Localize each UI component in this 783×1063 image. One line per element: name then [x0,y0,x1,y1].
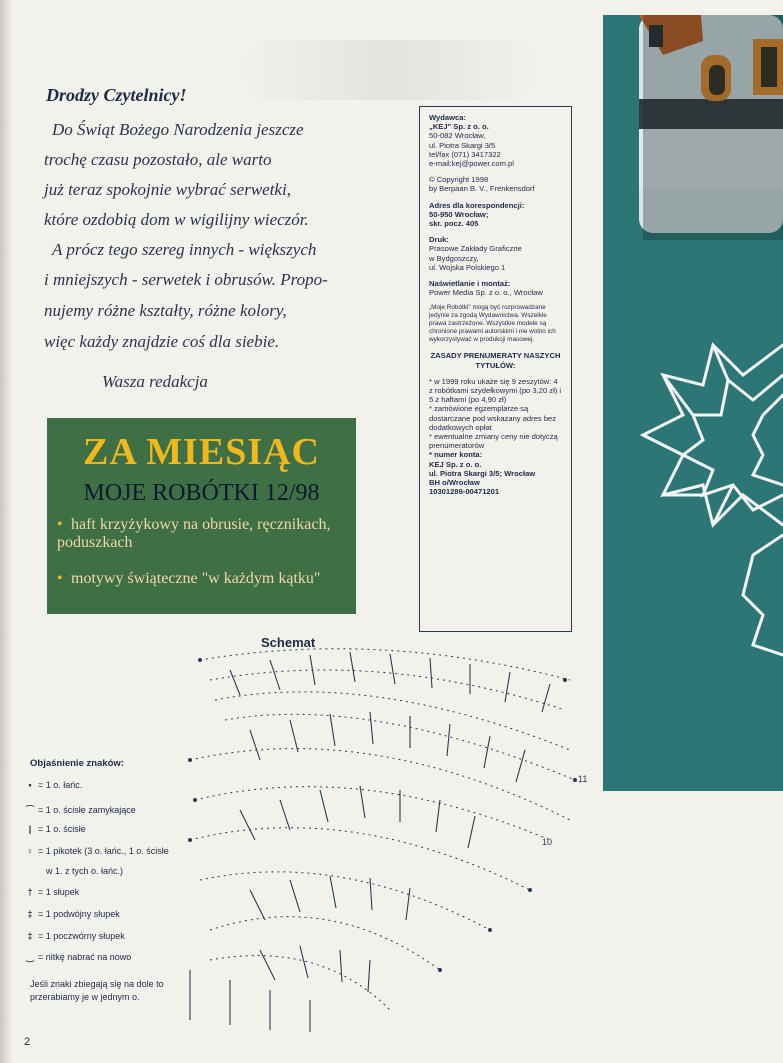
greeting-line: Do Świąt Bożego Narodzenia jeszcze [52,120,304,139]
print-line: w Bydgoszczy, [429,253,479,263]
legend-text: = 1 pikotek (3 o. łańc., 1 o. ścisłe [38,846,169,856]
bullet-icon: • [57,516,63,533]
subscription-line: * ewentualne zmiany ceny nie dotyczą prenumeratorów [429,432,558,451]
legend-row [22,846,169,856]
promo-bullet [57,516,352,552]
promo-bullet-text: motywy świąteczne "w każdym kątku" [71,570,321,587]
greeting-line: już teraz spokojnie wybrać serwetki, [44,180,291,199]
print-line: Prasowe Zakłady Graficzne [429,244,522,254]
legend-row [22,887,79,897]
legend-text: = 1 o. ścisłe [38,824,86,834]
account-line: KEJ Sp. z o. o. [429,459,482,469]
greeting-line: nujemy różne kształty, różne kolory, [44,301,287,320]
greeting-line: trochę czasu pozostało, ale warto [44,150,272,169]
subscription-line: * w 1999 roku ukaże się 9 zeszytów: 4 z robótkami szydełkowymi (po 3,20 zł) i 5 z haftami (po 4,90 zł) [429,376,562,405]
legend-row [30,866,123,876]
subscription-title: ZASADY PRENUMERATY NASZYCH TYTUŁÓW: [430,351,561,370]
correspondence-line: skr. pocz. 405 [429,219,479,229]
schema-title: Schemat [261,635,316,650]
picot-dots [188,658,577,972]
greeting-line: A prócz tego szereg innych - większych [52,240,317,259]
legend-note: Jeśli znaki zbiegają się na dole to przerabiamy je w jednym o. [30,979,164,1002]
bullet-icon: • [57,570,63,587]
chain-rows [190,649,575,1010]
page-number: 2 [24,1036,31,1048]
legend-row [22,803,136,816]
print-label: Druk: [429,235,449,245]
account-label: * numer konta: [429,450,483,460]
legend-text: = nitkę nabrać na nowo [38,952,132,962]
legend-text: w 1. z tych o. łańc.) [46,866,124,876]
print-line: ul. Wojska Polskiego 1 [429,262,506,272]
correspondence-line: 50-950 Wrocław; [429,209,489,219]
publisher-line: ul. Piotra Skargi 3/5 [429,140,496,150]
promo-headline: ZA MIESIĄC [83,431,320,473]
treble-crochet-icon: ‡ [27,909,33,919]
next-month-promo-box [47,418,356,614]
page-binding-edge [0,0,12,1063]
quadruple-treble-icon: ‡ [27,931,33,941]
crochet-chart-diagram [170,640,590,1040]
subscription-line: * zamówione egzemplarze są dostarczane pod wskazany adres bez dodatkowych opłat [429,404,557,432]
greeting-title: Drodzy Czytelnicy! [46,85,187,105]
account-line: ul. Piotra Skargi 3/5; Wrocław [429,468,536,478]
legend-row [22,909,120,919]
show-through-ghost [240,40,540,100]
single-crochet-icon: | [28,824,32,834]
picot-icon: ♀ [26,846,34,856]
chain-icon: • [28,780,32,790]
legend-title: Objaśnienie znaków: [30,758,124,769]
legend-text: = 1 poczwórny słupek [38,931,125,941]
publisher-label: Wydawca: [429,113,466,122]
correspondence-line: Adres dla korespondencji: [429,200,525,210]
legend-text: = 1 podwójny słupek [38,909,120,919]
exposure-line: Power Media Sp. z o. o., Wrocław [429,288,543,298]
publisher-line: tel/fax (071) 3417322 [429,149,501,159]
legend-text: = 1 o. łańc. [38,780,83,790]
account-line: 10301289-00471201 [429,487,500,497]
publisher-line: e-mail:kej@power.com.pl [429,159,514,169]
greeting-line: więc każdy znajdzie coś dla siebie. [44,332,280,351]
legend-row [22,952,131,963]
account-line: BH o/Wrocław [429,478,480,488]
legend-row [22,931,125,941]
copyright-line: © Copyright 1998 [429,175,489,185]
stitch-marks [190,652,553,1032]
signature: Wasza redakcja [102,372,208,391]
publisher-line: „KEJ" Sp. z o. o. [429,122,489,132]
double-crochet-icon: † [27,887,33,897]
lace-doily [643,345,783,655]
row-number: 11 [578,774,588,784]
greeting-line: które ozdobią dom w wigilijny wieczór. [44,210,309,229]
promo-bullet-text: haft krzyżykowy na obrusie, ręcznikach, poduszkach [57,516,331,551]
row-number: 10 [542,837,553,847]
house-shadow [643,15,783,240]
publisher-line: 50-082 Wrocław, [429,131,486,141]
slip-stitch-icon: ⌒ [25,805,35,815]
copyright-line: by Berpaan B. V., Frenkensdorf [429,184,535,194]
legal-text: „Moje Robótki" mogą być rozprowadzane jedynie za zgodą Wydawnictwa. Wszelkie prawa zastrzeżone. Wszystkie modele są chronione prawami autorskimi i nie wolno ich wykorzystywać w produkcji masowej. [429,304,556,344]
exposure-label: Naświetlanie i montaż: [429,279,511,289]
doily-photo [603,15,783,791]
legend-row [22,780,82,790]
imprint-box [419,106,572,632]
legend-row [22,824,86,834]
promo-title: MOJE ROBÓTKI 12/98 [83,480,320,506]
yarn-over-icon: ‿ [26,952,34,962]
legend-text: = 1 słupek [38,887,80,897]
promo-bullet [57,570,352,588]
legend-text: = 1 o. ścisłe zamykające [38,805,136,815]
greeting-line: i mniejszych - serwetek i obrusów. Propo- [44,270,328,289]
